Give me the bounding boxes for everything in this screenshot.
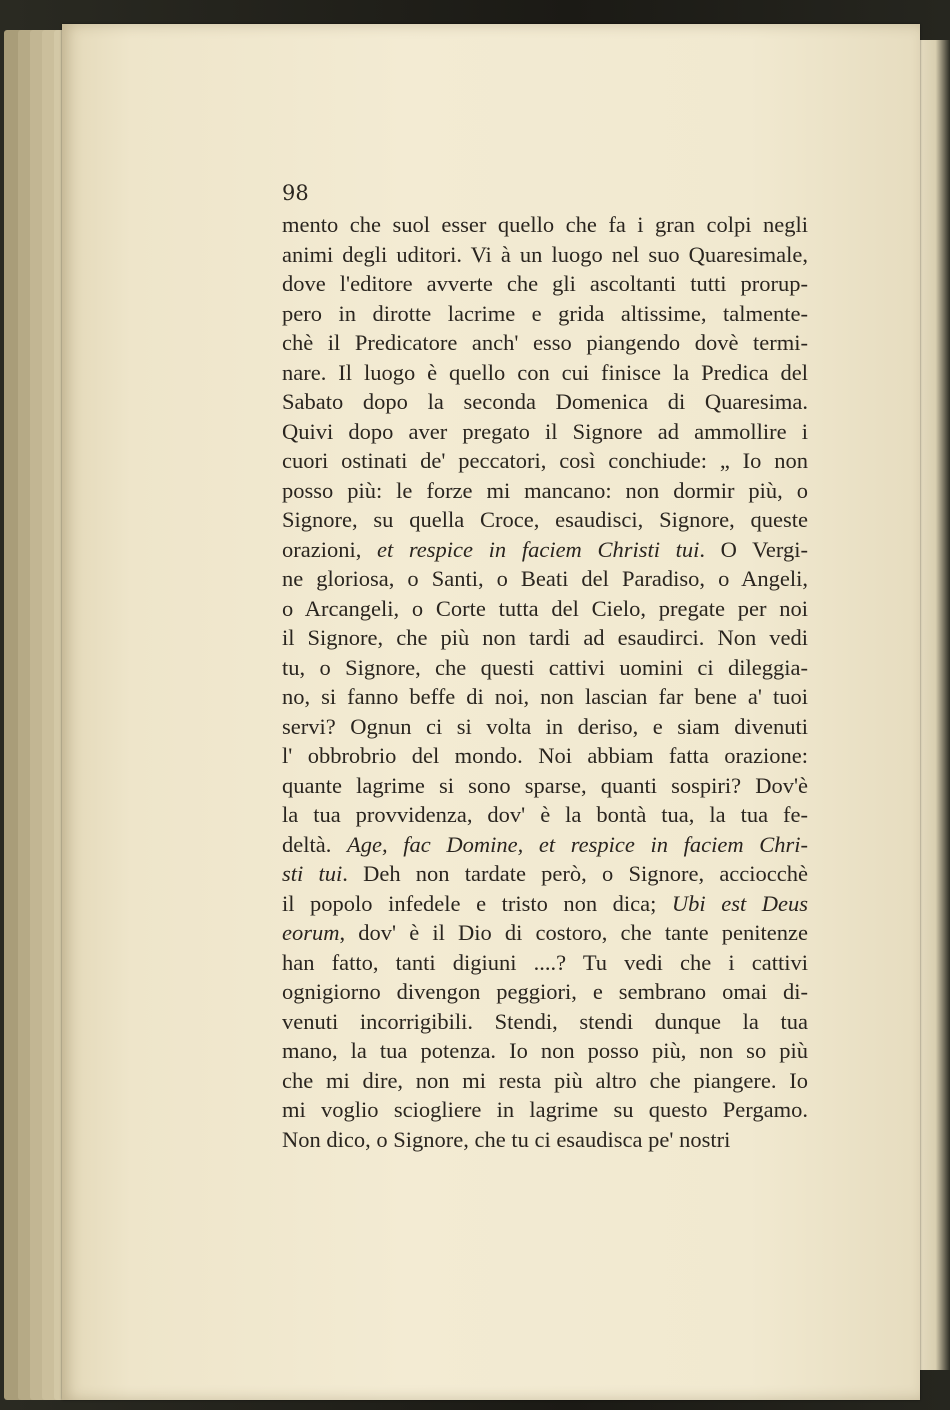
text-segment: mento che suol esser quello che fa i gran colpi negli [282, 212, 808, 237]
text-line [282, 269, 808, 299]
text-segment: che mi dire, non mi resta più altro che piangere. Io [282, 1067, 808, 1093]
latin-italic-text: Age, fac Domine, et respice in faciem Chri- [347, 831, 809, 857]
text-segment: . O Vergi- [699, 536, 808, 562]
text-segment: la tua provvidenza, dov' è la bontà tua, la tua fe- [282, 802, 808, 827]
text-line [282, 977, 808, 1007]
text-line [282, 446, 808, 476]
text-segment: quante lagrime si sono sparse, quanti sospiri? Dov'è [282, 772, 808, 798]
text-line [282, 417, 808, 447]
text-segment: mano, la tua potenza. Io non posso più, non so più [282, 1038, 808, 1063]
text-segment: . Deh non tardate però, o Signore, acciocchè [342, 861, 808, 886]
text-segment: han fatto, tanti digiuni ....? Tu vedi che i cattivi [282, 949, 808, 975]
text-segment: o Arcangeli, o Corte tutta del Cielo, pregate per noi [282, 595, 808, 621]
text-segment: l' obbrobrio del mondo. Noi abbiam fatta orazione: [282, 743, 808, 768]
text-line [282, 1007, 808, 1037]
text-segment: il Signore, che più non tardi ad esaudirci. Non vedi [282, 625, 808, 650]
text-line [282, 948, 808, 978]
text-line [282, 1066, 808, 1096]
text-segment: servi? Ognun ci si volta in deriso, e siam divenuti [282, 713, 808, 739]
body-text [282, 210, 808, 1154]
text-segment: orazioni, [282, 536, 377, 562]
text-segment: Signore, su quella Croce, esaudisci, Signore, queste [282, 507, 808, 532]
text-segment: ne gloriosa, o Santi, o Beati del Paradiso, o Angeli, [282, 566, 808, 591]
text-line [282, 771, 808, 801]
text-segment: no, si fanno beffe di noi, non lascian far bene a' tuoi [282, 684, 808, 709]
text-segment: , dov' è il Dio di costoro, che tante penitenze [339, 920, 808, 945]
text-segment: mi voglio sciogliere in lagrime su questo Pergamo. [282, 1097, 808, 1122]
text-line [282, 712, 808, 742]
text-line [282, 328, 808, 358]
page-number: 98 [282, 181, 309, 205]
text-segment: Quivi dopo aver pregato il Signore ad ammollire i [282, 418, 808, 444]
text-segment: nare. Il luogo è quello con cui finisce la Predica del [282, 359, 808, 385]
text-segment: Sabato dopo la seconda Domenica di Quaresima. [282, 389, 808, 414]
text-segment: dove l'editore avverte che gli ascoltanti tutti prorup- [282, 271, 808, 296]
text-segment: venuti incorrigibili. Stendi, stendi dunque la tua [282, 1008, 808, 1034]
text-line [282, 682, 808, 712]
text-line [282, 918, 808, 948]
text-line [282, 210, 808, 240]
text-line [282, 889, 808, 919]
latin-italic-text: et respice in faciem Christi tui [377, 536, 700, 562]
text-line [282, 505, 808, 535]
text-line [282, 476, 808, 506]
latin-italic-text: sti tui [282, 861, 343, 886]
text-line [282, 358, 808, 388]
text-line [282, 741, 808, 771]
text-segment: ognigiorno divengon peggiori, e sembrano omai di- [282, 979, 808, 1004]
text-line [282, 535, 808, 565]
text-line [282, 1036, 808, 1066]
text-line [282, 564, 808, 594]
text-line [282, 859, 808, 889]
text-segment: deltà. [282, 831, 347, 857]
text-line [282, 800, 808, 830]
text-segment: cuori ostinati de' peccatori, così conchiude: „ Io non [282, 448, 808, 473]
text-segment: posso più: le forze mi mancano: non dormir più, o [282, 477, 808, 503]
text-line [282, 830, 808, 860]
text-line [282, 623, 808, 653]
latin-italic-text: eorum [282, 920, 340, 945]
text-segment: pero in dirotte lacrime e grida altissime, talmente- [282, 300, 808, 326]
text-line [282, 387, 808, 417]
text-line [282, 653, 808, 683]
text-line [282, 299, 808, 329]
text-segment: tu, o Signore, che questi cattivi uomini ci dileggia- [282, 654, 808, 680]
text-segment: Non dico, o Signore, che tu ci esaudisca pe' nostri [282, 1126, 731, 1152]
text-line [282, 240, 808, 270]
text-line [282, 1095, 808, 1125]
text-segment: chè il Predicatore anch' esso piangendo dovè termi- [282, 330, 808, 355]
text-segment: il popolo infedele e tristo non dica; [282, 890, 672, 916]
text-line [282, 594, 808, 624]
text-segment: animi degli uditori. Vi à un luogo nel suo Quaresimale, [282, 241, 808, 267]
latin-italic-text: Ubi est Deus [671, 890, 808, 916]
text-line [282, 1125, 808, 1155]
